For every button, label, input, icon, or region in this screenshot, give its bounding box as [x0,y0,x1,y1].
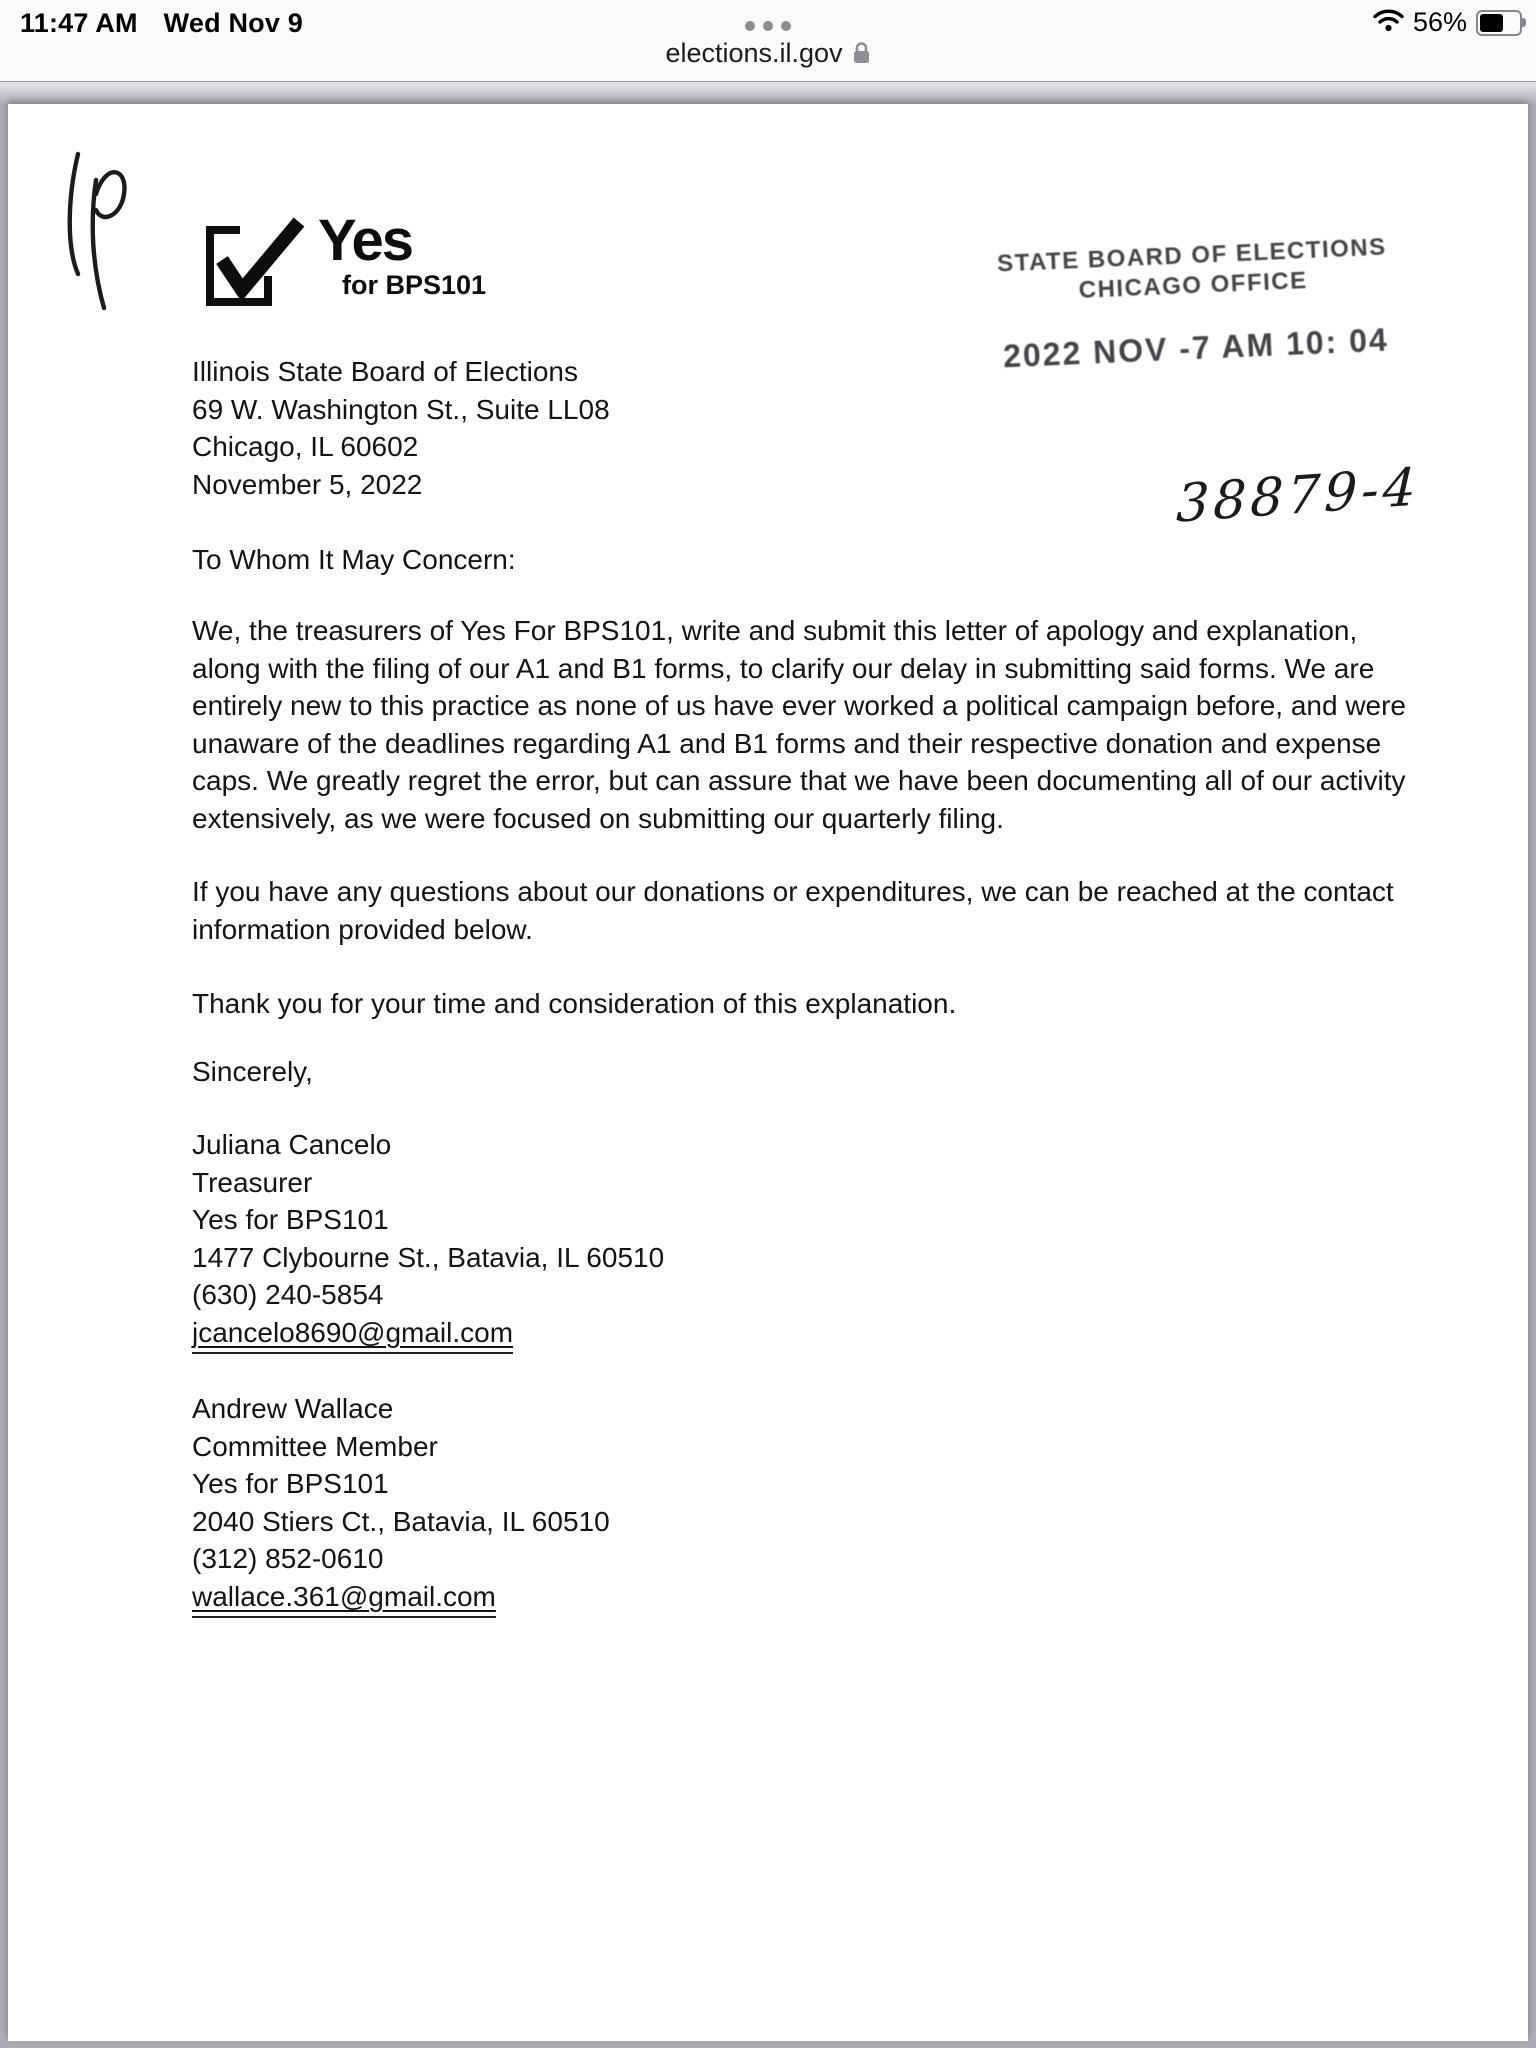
body-paragraph-3: Thank you for your time and consideration of this explanation. [192,988,957,1019]
salutation: To Whom It May Concern: [192,544,516,575]
signer-name: Andrew Wallace [192,1393,394,1424]
handwritten-case-number: 38879-4 [1175,457,1421,535]
wifi-icon [1373,8,1404,37]
signer-email-link[interactable]: wallace.361@gmail.com [192,1578,496,1619]
page-top-shadow-strip [0,82,1536,104]
signature-block-juliana [192,1126,664,1354]
letter-date: November 5, 2022 [192,468,423,500]
checked-checkbox-icon [198,214,308,306]
lock-icon [852,41,871,65]
signer-phone: (630) 240-5854 [192,1279,384,1310]
status-time: 11:47 AM [20,8,138,38]
battery-icon [1476,10,1522,36]
signer-phone: (312) 852-0610 [192,1543,384,1574]
battery-percent: 56% [1412,7,1467,37]
recipient-line: Illinois State Board of Elections [192,356,578,387]
logo-sub-text: for BPS101 [342,270,487,300]
body-paragraph-1: We, the treasurers of Yes For BPS101, write and submit this letter of apology and explanation, along with the filing of our A1 and B1 forms, to clarify our delay in submitting said forms. We are entirely new to this practice as none of us have ever worked a political campaign before, and were unaware of the deadlines regarding A1 and B1 forms and their respective donation and expense caps. We greatly regret the error, but can assure that we have been documenting all of our activity extensively, as we were focused on submitting our quarterly filing. [192,615,1407,834]
signature-block-andrew [192,1390,610,1618]
url-bar[interactable] [0,38,1536,69]
signer-title: Treasurer [192,1166,313,1198]
pdf-viewport [0,104,1536,2041]
logo-main-text: Yes [318,208,412,273]
status-date: Wed Nov 9 [163,8,303,38]
signer-title: Committee Member [192,1430,438,1462]
body-paragraph-2: If you have any questions about our donations or expenditures, we can be reached at the contact information provided below. [192,876,1394,945]
signer-address: 1477 Clybourne St., Batavia, IL 60510 [192,1241,665,1273]
signer-org: Yes for BPS101 [192,1204,389,1235]
letter-page [8,104,1528,2041]
signer-org: Yes for BPS101 [192,1468,389,1499]
status-right [1373,7,1522,38]
signer-address: 2040 Stiers Ct., Batavia, IL 60510 [192,1505,610,1537]
stamp-date-line: 2022 NOV -7 AM 10: 04 [1002,321,1390,375]
url-text[interactable]: elections.il.gov [665,38,843,68]
status-left [20,8,303,39]
signer-email-link[interactable]: jcancelo8690@gmail.com [192,1314,513,1355]
recipient-line: 69 W. Washington St., Suite LL08 [192,393,610,425]
handwritten-corner-mark [52,146,136,316]
campaign-logo [198,208,487,306]
multitasking-dots-icon[interactable] [745,21,791,31]
recipient-address-block [192,353,610,503]
stamp-line2: CHICAGO OFFICE [1078,267,1309,304]
received-stamp [967,232,1420,376]
signer-name: Juliana Cancelo [192,1129,392,1160]
browser-chrome [0,0,1536,82]
closing: Sincerely, [192,1056,313,1087]
recipient-line: Chicago, IL 60602 [192,431,419,462]
stamp-line1: STATE BOARD OF ELECTIONS [996,233,1388,278]
